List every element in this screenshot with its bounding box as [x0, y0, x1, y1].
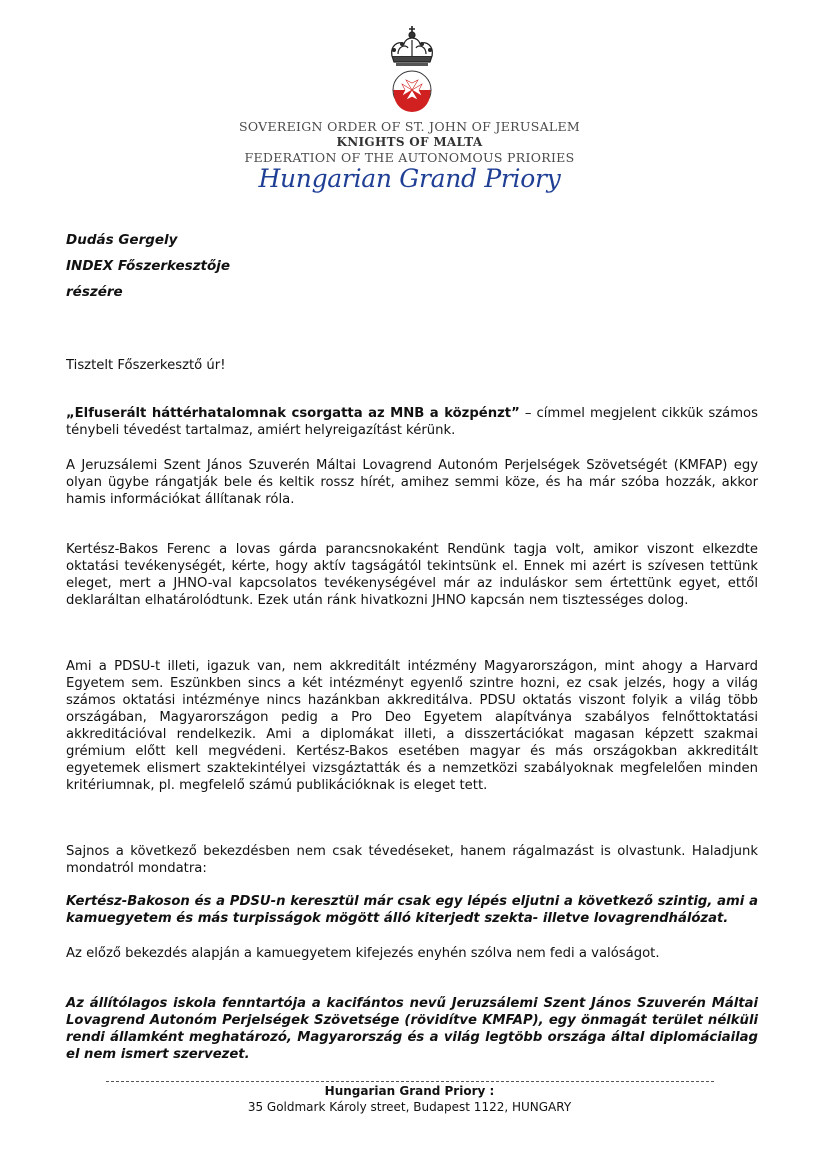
paragraph-4: Ami a PDSU-t illeti, igazuk van, nem akkreditált intézmény Magyarországon, mint ahogy a Harvard Egyetem sem. Eszünkben sincs a két intézményt egyenlő szintre hozni, ez csak jelzés, hogy a világ számos oktatási intézménye nincs hazánkban akkreditálva. PDSU oktatás viszont folyik a világ több országában, Magyarországon pedig a Pro Deo Egyetem alapítványa szabályos felnőttoktatási akkreditációval rendelkezik. Ami a diplomákat illeti, a disszertációkat magasan képzett szakmai grémium előtt kell megvédeni. Kertész-Bakos esetében magyar és más országokban akkreditált egyetemek elismert szaktekintélyei vizsgáztatták és a nemzetközi szabályoknak megfelelően minden kritériumnak, pl. megfelelő számú publikációknak is eleget tett. [66, 659, 758, 793]
paragraph-1 [66, 405, 758, 439]
paragraph-3: Kertész-Bakos Ferenc a lovas gárda parancsnokaként Rendünk tagja volt, amikor viszont elkezdte oktatási tevékenységét, kérte, hogy aktív tagságától tekintsünk el. Ennek mi azért is szívesen tettünk eleget, mert a JHNO-val kapcsolatos tevékenységével már az induláskor sem értettünk egyet, ettől deklaráltan elhatárolódtunk. Ezek után ránk hivatkozni JHNO kapcsán nem tisztességes dolog. [66, 542, 758, 608]
footer-address: 35 Goldmark Károly street, Budapest 1122, HUNGARY [247, 1100, 572, 1114]
paragraph-1-text: – címmel megjelent cikkük számos ténybeli tévedést tartalmaz, amiért helyreigazítást kérünk. [66, 406, 758, 438]
priory-title: Hungarian Grand Priory [258, 164, 561, 193]
paragraph-5: Sajnos a következő bekezdésben nem csak tévedéseket, hanem rágalmazást is olvastunk. Haladjunk mondatról mondatra: [66, 844, 758, 876]
quote-1: Kertész-Bakoson és a PDSU-n keresztül már csak egy lépés eljutni a következő szintig, ami a kamuegyetem és más turpisságok mögött álló kiterjedt szekta- illetve lovagrendhálózat. [66, 894, 758, 926]
paragraph-6: Az előző bekezdés alapján a kamuegyetem kifejezés enyhén szólva nem fedi a valóságot. [66, 946, 660, 961]
footer-divider [106, 1081, 714, 1082]
recipient-name: Dudás Gergely [66, 232, 178, 248]
recipient-block [66, 227, 230, 305]
article-title: „Elfuserált háttérhatalomnak csorgatta az MNB a közpénzt” [66, 406, 520, 421]
recipient-title: INDEX Főszerkesztője [66, 258, 231, 274]
quote-2: Az állítólagos iskola fenntartója a kacifántos nevű Jeruzsálemi Szent János Szuverén Máltai Lovagrend Autonóm Perjelségek Szövetsége (rövidítve KMFAP), egy önmagát terület nélküli rendi államként meghatározó, Magyarország és a világ legtöbb országa által diplomáciailag el nem ismert szervezet. [66, 996, 758, 1062]
recipient-for: részére [66, 284, 123, 300]
org-name-line-3: FEDERATION OF THE AUTONOMOUS PRIORIES [244, 150, 575, 165]
org-name-line-2: KNIGHTS OF MALTA [336, 135, 483, 149]
footer-title: Hungarian Grand Priory : [324, 1084, 495, 1098]
salutation: Tisztelt Főszerkesztő úr! [66, 358, 226, 373]
paragraph-2: A Jeruzsálemi Szent János Szuverén Máltai Lovagrend Autonóm Perjelségek Szövetségét (KMFAP) egy olyan ügybe rángatják bele és keltik rossz hírét, amihez semmi köze, és ha már szóba hozzák, akkor hamis információkat állítanak róla. [66, 458, 758, 507]
crown-and-maltese-cross-icon [384, 22, 440, 114]
org-name-line-1: SOVEREIGN ORDER OF ST. JOHN OF JERUSALEM [238, 119, 581, 134]
